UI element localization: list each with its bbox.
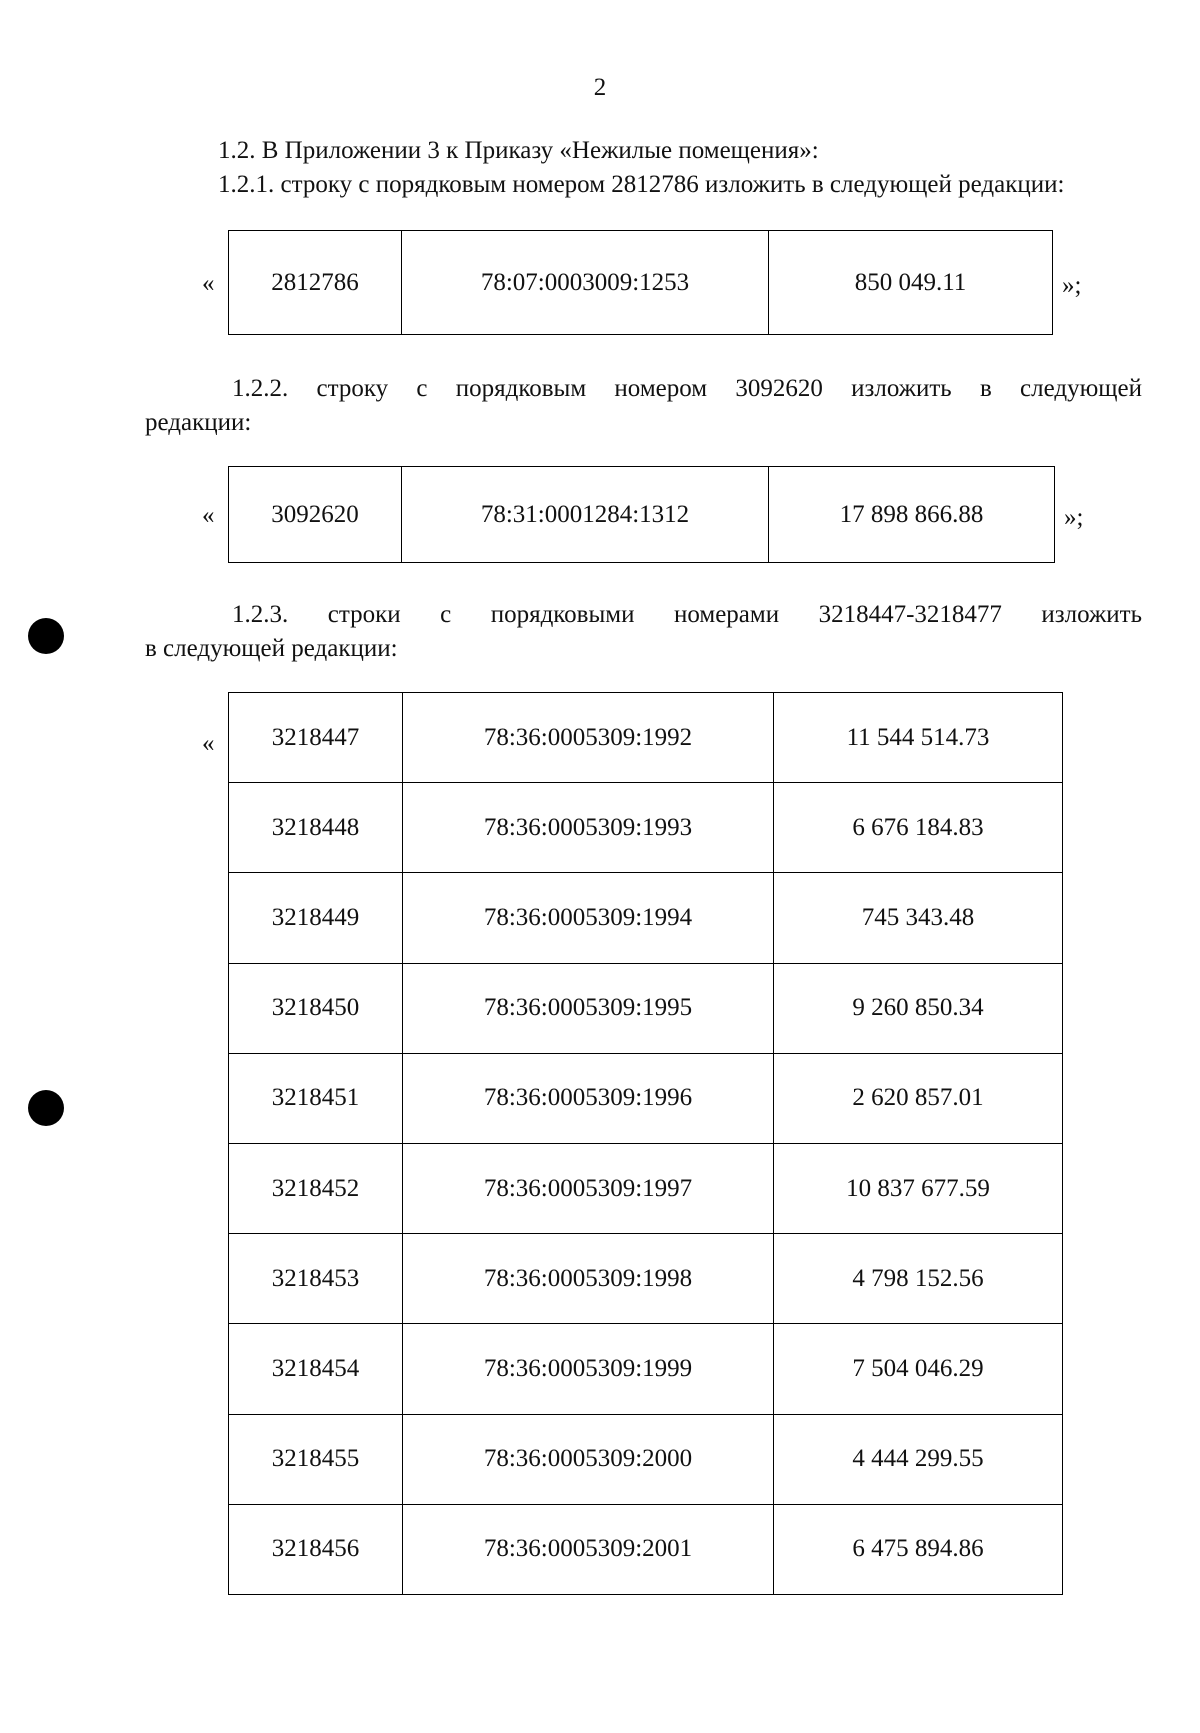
value-cell: 6 676 184.83 bbox=[774, 783, 1063, 873]
close-quote: »; bbox=[1064, 504, 1084, 531]
value-cell: 4 798 152.56 bbox=[774, 1234, 1063, 1324]
cadastral-number-cell: 78:36:0005309:1996 bbox=[403, 1053, 774, 1143]
item-1-2-3-line1: 1.2.3. строки с порядковыми номерами 3218447-3218477 изложить bbox=[232, 601, 1142, 628]
row-number-cell: 3218454 bbox=[229, 1324, 403, 1414]
cadastral-number-cell: 78:36:0005309:1999 bbox=[403, 1324, 774, 1414]
item-1-2-3-line2: в следующей редакции: bbox=[145, 635, 398, 662]
value-cell: 11 544 514.73 bbox=[774, 693, 1063, 783]
row-number-cell: 3218450 bbox=[229, 963, 403, 1053]
open-quote: « bbox=[202, 502, 215, 529]
item-1-2-1-text: 1.2.1. строку с порядковым номером 2812786 изложить в следующей редакции: bbox=[218, 171, 1065, 198]
page-number: 2 bbox=[593, 74, 607, 101]
row-number-cell: 3218455 bbox=[229, 1414, 403, 1504]
open-quote: « bbox=[202, 270, 215, 297]
value-cell: 9 260 850.34 bbox=[774, 963, 1063, 1053]
row-number-cell: 3218449 bbox=[229, 873, 403, 963]
cadastral-number-cell: 78:36:0005309:1998 bbox=[403, 1234, 774, 1324]
value-cell: 850 049.11 bbox=[769, 231, 1053, 335]
item-1-2-2-line2: редакции: bbox=[145, 409, 252, 436]
table-1-2-2 bbox=[228, 466, 1055, 563]
table-row bbox=[229, 963, 1063, 1053]
row-number-cell: 3218448 bbox=[229, 783, 403, 873]
value-cell: 17 898 866.88 bbox=[769, 467, 1055, 563]
row-number-cell: 3218453 bbox=[229, 1234, 403, 1324]
row-number-cell: 3218447 bbox=[229, 693, 403, 783]
cadastral-number-cell: 78:31:0001284:1312 bbox=[402, 467, 769, 563]
row-number-cell: 3218456 bbox=[229, 1504, 403, 1594]
value-cell: 6 475 894.86 bbox=[774, 1504, 1063, 1594]
punch-hole bbox=[28, 618, 64, 654]
value-cell: 745 343.48 bbox=[774, 873, 1063, 963]
cadastral-number-cell: 78:07:0003009:1253 bbox=[402, 231, 769, 335]
table-row bbox=[229, 1143, 1063, 1233]
table-row bbox=[229, 1234, 1063, 1324]
row-number-cell: 3092620 bbox=[229, 467, 402, 563]
section-heading: 1.2. В Приложении 3 к Приказу «Нежилые помещения»: bbox=[218, 137, 819, 164]
table-row bbox=[229, 873, 1063, 963]
open-quote: « bbox=[202, 730, 215, 757]
table-1-2-1 bbox=[228, 230, 1053, 335]
table-row bbox=[229, 467, 1055, 563]
table-row bbox=[229, 1504, 1063, 1594]
close-quote: »; bbox=[1062, 272, 1082, 299]
cadastral-number-cell: 78:36:0005309:2000 bbox=[403, 1414, 774, 1504]
cadastral-number-cell: 78:36:0005309:2001 bbox=[403, 1504, 774, 1594]
cadastral-number-cell: 78:36:0005309:1997 bbox=[403, 1143, 774, 1233]
row-number-cell: 3218452 bbox=[229, 1143, 403, 1233]
table-row bbox=[229, 231, 1053, 335]
table-row bbox=[229, 1053, 1063, 1143]
cadastral-number-cell: 78:36:0005309:1995 bbox=[403, 963, 774, 1053]
cadastral-number-cell: 78:36:0005309:1992 bbox=[403, 693, 774, 783]
table-row bbox=[229, 1414, 1063, 1504]
value-cell: 10 837 677.59 bbox=[774, 1143, 1063, 1233]
value-cell: 7 504 046.29 bbox=[774, 1324, 1063, 1414]
cadastral-number-cell: 78:36:0005309:1993 bbox=[403, 783, 774, 873]
table-row bbox=[229, 783, 1063, 873]
row-number-cell: 2812786 bbox=[229, 231, 402, 335]
cadastral-number-cell: 78:36:0005309:1994 bbox=[403, 873, 774, 963]
table-row bbox=[229, 1324, 1063, 1414]
row-number-cell: 3218451 bbox=[229, 1053, 403, 1143]
item-1-2-2-line1: 1.2.2. строку с порядковым номером 3092620 изложить в следующей bbox=[232, 375, 1142, 402]
punch-hole bbox=[28, 1090, 64, 1126]
table-row bbox=[229, 693, 1063, 783]
value-cell: 2 620 857.01 bbox=[774, 1053, 1063, 1143]
table-1-2-3 bbox=[228, 692, 1063, 1595]
value-cell: 4 444 299.55 bbox=[774, 1414, 1063, 1504]
